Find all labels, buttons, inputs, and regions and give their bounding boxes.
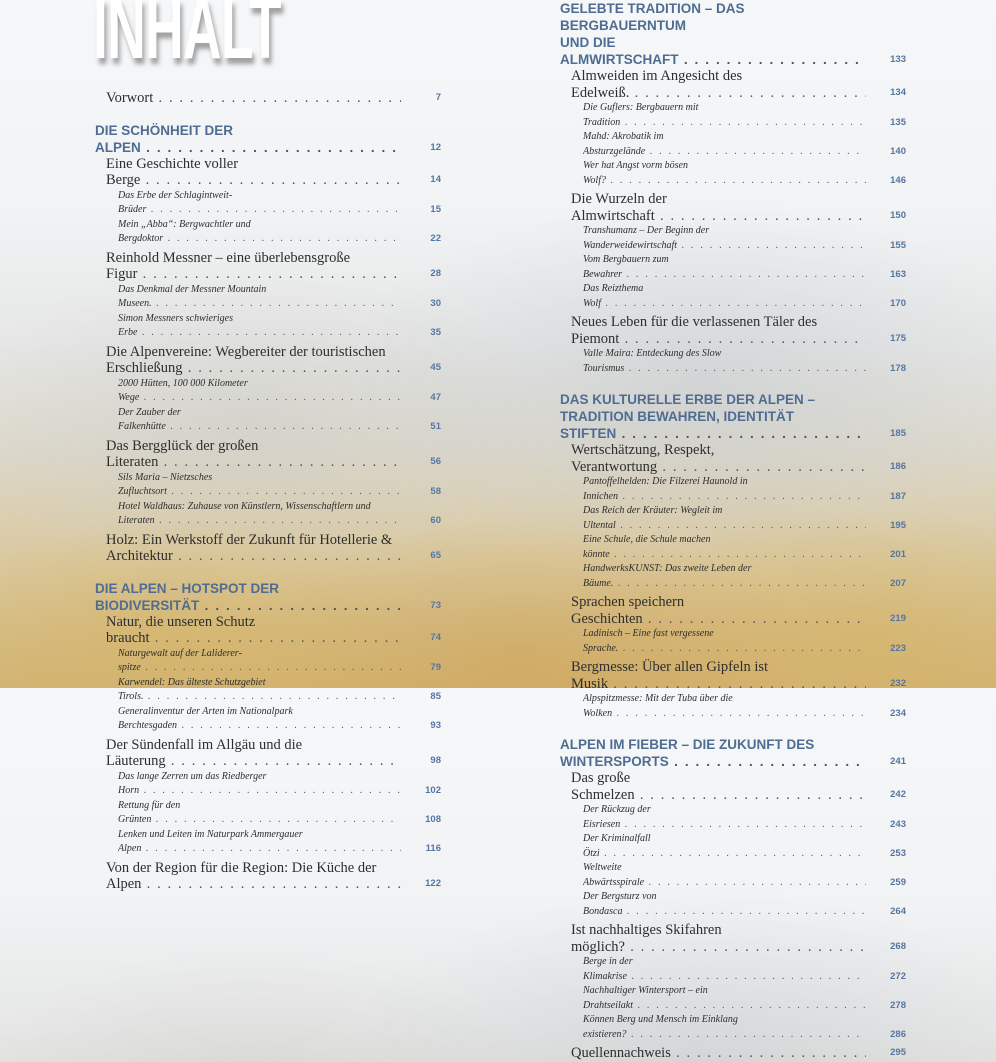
toc-page-number: 79 xyxy=(430,662,441,673)
toc-subchapter-entry xyxy=(95,500,441,529)
toc-entry-text-wrap xyxy=(118,500,401,529)
toc-subchapter-entry xyxy=(560,504,906,533)
toc-entry-text-wrap xyxy=(106,90,401,107)
toc-subchapter-entry xyxy=(560,692,906,721)
toc-entry-title: Naturgewalt auf der Lalidererspitze . . . xyxy=(118,648,401,674)
toc-entry-title: Der Sündenfall im Allgäu und die Läuterung . . . xyxy=(106,737,401,770)
toc-subchapter-entry xyxy=(95,312,441,341)
toc-entry-text-wrap xyxy=(583,955,866,984)
toc-page-number: 201 xyxy=(890,548,906,560)
toc-entry-title: Der Zauber der Falkenhütte . . . xyxy=(118,407,401,433)
toc-entry-title: Mein „Abba“: Bergwachtler und Bergdoktor . . . xyxy=(118,219,401,245)
toc-page-number: 253 xyxy=(890,847,906,859)
toc-chapter-entry xyxy=(95,532,441,565)
toc-entry-text-wrap xyxy=(571,922,866,955)
toc-column-left xyxy=(95,90,441,893)
toc-page-number: 93 xyxy=(430,720,441,731)
toc-entry-text-wrap xyxy=(106,344,401,377)
toc-entry-title: Berge in der Klimakrise . . . xyxy=(583,956,866,982)
toc-page-number: 35 xyxy=(430,327,441,338)
toc-subchapter-entry xyxy=(95,828,441,857)
toc-subchapter-entry xyxy=(560,159,906,188)
toc-page-number: 116 xyxy=(425,843,441,854)
toc-entry-text-wrap xyxy=(571,770,866,803)
toc-chapter-entry xyxy=(95,737,441,770)
toc-entry-title: Hotel Waldhaus: Zuhause von Künstlern, Wissenschaftlern und Literaten . . . xyxy=(118,501,401,527)
toc-entry-text-wrap xyxy=(571,191,866,224)
toc-page-number: 150 xyxy=(890,209,906,221)
toc-page-number: 272 xyxy=(890,970,906,982)
toc-entry-title: Simon Messners schwieriges Erbe . . . xyxy=(118,313,401,339)
toc-entry-text-wrap xyxy=(583,832,866,861)
toc-entry-title: Pantoffelhelden: Die Filzerei Haunold in Innichen . . . xyxy=(583,476,866,502)
toc-entry-text-wrap xyxy=(106,438,401,471)
toc-subchapter-entry xyxy=(560,562,906,591)
toc-column-right xyxy=(560,0,906,1062)
toc-entry-text-wrap xyxy=(583,803,866,832)
toc-entry-text-wrap xyxy=(106,860,401,893)
toc-subchapter-entry xyxy=(560,130,906,159)
toc-page-number: 45 xyxy=(430,362,441,373)
toc-chapter-entry xyxy=(560,1045,906,1062)
toc-entry-title: Eine Geschichte voller Berge . . . xyxy=(106,156,401,189)
toc-page-number: 134 xyxy=(890,86,906,98)
toc-chapter-entry xyxy=(560,770,906,803)
toc-entry-title: Mahd: Akrobatik im Absturzgelände . . . xyxy=(583,131,866,157)
toc-entry-text-wrap xyxy=(118,312,401,341)
toc-page-number: 243 xyxy=(890,818,906,830)
toc-page-number: 264 xyxy=(890,905,906,917)
toc-entry-title: Sils Maria – Nietzsches Zufluchtsort . . . xyxy=(118,472,401,498)
toc-chapter-entry xyxy=(560,442,906,475)
toc-entry-title: Ladinisch – Eine fast vergessene Sprache. . . . xyxy=(583,628,866,654)
toc-entry-title: Vorwort . . . xyxy=(106,90,401,106)
toc-page-number: 108 xyxy=(425,814,441,825)
toc-entry-title: Vom Bergbauern zum Bewahrer . . . xyxy=(583,254,866,280)
toc-entry-title: Karwendel: Das älteste Schutzgebiet Tirols. . . . xyxy=(118,677,401,703)
toc-entry-text-wrap xyxy=(583,504,866,533)
toc-entry-text-wrap xyxy=(571,594,866,627)
toc-entry-text-wrap xyxy=(118,377,401,406)
toc-section-heading xyxy=(95,580,441,614)
toc-entry-title: Weltweite Abwärtsspirale . . . xyxy=(583,862,866,888)
toc-page-number: 74 xyxy=(430,632,441,643)
toc-chapter-entry xyxy=(95,90,441,107)
toc-subchapter-entry xyxy=(95,770,441,799)
toc-entry-title: Können Berg und Mensch im Einklang existieren? . . . xyxy=(583,1014,866,1040)
toc-entry-title: Valle Maira: Entdeckung des Slow Tourismus . . . xyxy=(583,348,866,374)
toc-entry-text-wrap xyxy=(583,159,866,188)
toc-page-number: 223 xyxy=(890,642,906,654)
toc-subchapter-entry xyxy=(560,861,906,890)
toc-page-number: 85 xyxy=(430,691,441,702)
toc-chapter-entry xyxy=(95,156,441,189)
toc-page-number: 30 xyxy=(430,298,441,309)
toc-page-number: 51 xyxy=(430,421,441,432)
toc-entry-title: Transhumanz – Der Beginn der Wanderweidewirtschaft . . . xyxy=(583,225,866,251)
toc-page-number: 207 xyxy=(890,577,906,589)
toc-entry-text-wrap xyxy=(583,533,866,562)
toc-entry-text-wrap xyxy=(118,770,401,799)
toc-page-number: 187 xyxy=(890,490,906,502)
toc-page-number: 7 xyxy=(435,92,441,103)
toc-page-number: 15 xyxy=(430,204,441,215)
toc-entry-text-wrap xyxy=(583,890,866,919)
toc-entry-text-wrap xyxy=(583,861,866,890)
toc-entry-title: 2000 Hütten, 100 000 Kilometer Wege . . . xyxy=(118,378,401,404)
toc-page-number: 232 xyxy=(890,677,906,689)
toc-entry-title: Natur, die unseren Schutz braucht . . . xyxy=(106,614,401,647)
toc-entry-title: Wer hat Angst vorm bösen Wolf? . . . xyxy=(583,160,866,186)
toc-entry-text-wrap xyxy=(118,189,401,218)
toc-page-number: 186 xyxy=(890,460,906,472)
toc-entry-text-wrap xyxy=(571,442,866,475)
toc-entry-text-wrap xyxy=(118,283,401,312)
page-title: INHALT xyxy=(93,0,281,77)
toc-page-number: 102 xyxy=(425,785,441,796)
toc-page-number: 65 xyxy=(430,550,441,561)
toc-entry-title: Alpspitzmesse: Mit der Tuba über die Wolken . . . xyxy=(583,693,866,719)
toc-entry-text-wrap xyxy=(560,736,866,770)
toc-subchapter-entry xyxy=(95,283,441,312)
toc-subchapter-entry xyxy=(95,676,441,705)
toc-chapter-entry xyxy=(95,614,441,647)
toc-subchapter-entry xyxy=(95,406,441,435)
toc-entry-title: Die Alpenvereine: Wegbereiter der touristischen Erschließung . . . xyxy=(106,344,401,377)
toc-entry-title: Das große Schmelzen . . . xyxy=(571,770,866,803)
toc-page-number: 295 xyxy=(890,1047,906,1058)
toc-entry-text-wrap xyxy=(560,0,866,68)
toc-page-number: 178 xyxy=(890,362,906,374)
toc-entry-text-wrap xyxy=(95,122,401,156)
toc-page-number: 140 xyxy=(890,145,906,157)
toc-entry-title: Holz: Ein Werkstoff der Zukunft für Hotellerie & Architektur . . . xyxy=(106,532,401,565)
toc-entry-title: Das lange Zerren um das Riedberger Horn . . . xyxy=(118,771,401,797)
toc-entry-text-wrap xyxy=(118,799,401,828)
toc-section-heading xyxy=(560,736,906,770)
toc-entry-text-wrap xyxy=(118,471,401,500)
toc-subchapter-entry xyxy=(560,347,906,376)
toc-chapter-entry xyxy=(560,594,906,627)
toc-chapter-entry xyxy=(95,250,441,283)
toc-entry-title: Ist nachhaltiges Skifahren möglich? . . . xyxy=(571,922,866,955)
toc-subchapter-entry xyxy=(95,218,441,247)
toc-entry-title: Generalinventur der Arten im Nationalpark Berchtesgaden . . . xyxy=(118,706,401,732)
toc-entry-text-wrap xyxy=(583,282,866,311)
toc-page-number: 268 xyxy=(890,940,906,952)
toc-entry-text-wrap xyxy=(583,347,866,376)
toc-section-heading xyxy=(560,391,906,442)
toc-subchapter-entry xyxy=(560,803,906,832)
toc-entry-title: DIE ALPEN – HOTSPOT DER BIODIVERSITÄT . . . xyxy=(95,581,401,613)
toc-subchapter-entry xyxy=(560,955,906,984)
toc-subchapter-entry xyxy=(560,890,906,919)
toc-entry-text-wrap xyxy=(118,647,401,676)
toc-page-number: 47 xyxy=(430,392,441,403)
toc-entry-text-wrap xyxy=(571,1045,866,1062)
toc-entry-text-wrap xyxy=(583,475,866,504)
toc-chapter-entry xyxy=(560,922,906,955)
toc-page-number: 175 xyxy=(890,332,906,344)
toc-page-number: 278 xyxy=(890,999,906,1011)
toc-entry-text-wrap xyxy=(106,614,401,647)
toc-page-number: 170 xyxy=(890,297,906,309)
toc-entry-title: Bergmesse: Über allen Gipfeln ist Musik . . . xyxy=(571,659,866,692)
toc-chapter-entry xyxy=(95,860,441,893)
toc-page-number: 14 xyxy=(430,174,441,185)
toc-subchapter-entry xyxy=(560,533,906,562)
toc-entry-text-wrap xyxy=(118,828,401,857)
toc-entry-title: Neues Leben für die verlassenen Täler des Piemont . . . xyxy=(571,314,866,347)
toc-subchapter-entry xyxy=(560,282,906,311)
toc-entry-title: Das Reizthema Wolf . . . xyxy=(583,283,866,309)
toc-page-number: 73 xyxy=(430,599,441,611)
toc-page-number: 56 xyxy=(430,456,441,467)
toc-entry-title: Rettung für den Grünten . . . xyxy=(118,800,401,826)
toc-subchapter-entry xyxy=(560,1013,906,1042)
toc-chapter-entry xyxy=(95,344,441,377)
toc-entry-title: Die Wurzeln der Almwirtschaft . . . xyxy=(571,191,866,224)
toc-entry-title: DIE SCHÖNHEIT DER ALPEN . . . xyxy=(95,123,401,155)
toc-entry-text-wrap xyxy=(106,737,401,770)
toc-entry-text-wrap xyxy=(571,659,866,692)
toc-entry-text-wrap xyxy=(106,532,401,565)
toc-entry-title: Das Erbe der Schlagintweit-Brüder . . . xyxy=(118,190,401,216)
toc-entry-text-wrap xyxy=(571,314,866,347)
toc-subchapter-entry xyxy=(560,832,906,861)
toc-subchapter-entry xyxy=(560,253,906,282)
toc-subchapter-entry xyxy=(560,627,906,656)
toc-subchapter-entry xyxy=(560,224,906,253)
toc-page-number: 219 xyxy=(890,612,906,624)
toc-page-number: 135 xyxy=(890,116,906,128)
toc-entry-title: HandwerksKUNST: Das zweite Leben der Bäume. . . . xyxy=(583,563,866,589)
toc-entry-text-wrap xyxy=(118,406,401,435)
toc-entry-text-wrap xyxy=(560,391,866,442)
toc-page-number: 12 xyxy=(430,141,441,153)
toc-subchapter-entry xyxy=(95,705,441,734)
toc-entry-title: Nachhaltiger Wintersport – ein Drahtseilakt . . . xyxy=(583,985,866,1011)
toc-page-number: 146 xyxy=(890,174,906,186)
toc-page-number: 234 xyxy=(890,707,906,719)
toc-section-heading xyxy=(560,0,906,68)
toc-page-number: 98 xyxy=(430,755,441,766)
toc-page-number: 22 xyxy=(430,233,441,244)
toc-entry-text-wrap xyxy=(95,580,401,614)
toc-entry-text-wrap xyxy=(583,130,866,159)
toc-page-number: 28 xyxy=(430,268,441,279)
toc-page-number: 58 xyxy=(430,486,441,497)
toc-page-number: 122 xyxy=(425,878,441,889)
toc-subchapter-entry xyxy=(95,377,441,406)
toc-entry-title: Die Guflers: Bergbauern mit Tradition . . . xyxy=(583,102,866,128)
toc-entry-title: GELEBTE TRADITION – DAS BERGBAUERNTUM UND DIE ALMWIRTSCHAFT . . . xyxy=(560,1,866,67)
toc-entry-title: Das Denkmal der Messner Mountain Museen. . . . xyxy=(118,284,401,310)
toc-subchapter-entry xyxy=(95,189,441,218)
toc-entry-text-wrap xyxy=(118,676,401,705)
toc-chapter-entry xyxy=(560,314,906,347)
toc-entry-text-wrap xyxy=(583,984,866,1013)
toc-page-number: 259 xyxy=(890,876,906,888)
toc-chapter-entry xyxy=(560,659,906,692)
toc-subchapter-entry xyxy=(560,984,906,1013)
toc-entry-title: Das Bergglück der großen Literaten . . . xyxy=(106,438,401,471)
toc-entry-text-wrap xyxy=(118,218,401,247)
toc-subchapter-entry xyxy=(95,647,441,676)
toc-entry-text-wrap xyxy=(106,156,401,189)
toc-page-number: 195 xyxy=(890,519,906,531)
toc-entry-title: Lenken und Leiten im Naturpark Ammergauer Alpen . . . xyxy=(118,829,401,855)
toc-section-heading xyxy=(95,122,441,156)
toc-entry-title: Der Rückzug der Eisriesen . . . xyxy=(583,804,866,830)
toc-entry-title: Von der Region für die Region: Die Küche der Alpen . . . xyxy=(106,860,401,893)
toc-entry-text-wrap xyxy=(118,705,401,734)
toc-entry-title: Reinhold Messner – eine überlebensgroße Figur . . . xyxy=(106,250,401,283)
toc-chapter-entry xyxy=(560,191,906,224)
toc-page-number: 185 xyxy=(890,428,906,439)
toc-subchapter-entry xyxy=(560,101,906,130)
toc-subchapter-entry xyxy=(95,471,441,500)
toc-page-number: 286 xyxy=(890,1028,906,1040)
toc-entry-text-wrap xyxy=(571,68,866,101)
toc-chapter-entry xyxy=(95,438,441,471)
toc-entry-text-wrap xyxy=(583,101,866,130)
toc-entry-text-wrap xyxy=(106,250,401,283)
toc-page-number: 155 xyxy=(890,239,906,251)
toc-entry-text-wrap xyxy=(583,627,866,656)
toc-page-number: 163 xyxy=(890,268,906,280)
toc-page-number: 133 xyxy=(890,54,906,65)
toc-entry-title: ALPEN IM FIEBER – DIE ZUKUNFT DES WINTERSPORTS . . . xyxy=(560,737,866,769)
toc-entry-title: Quellennachweis . . . xyxy=(571,1045,866,1061)
toc-entry-text-wrap xyxy=(583,253,866,282)
toc-entry-title: DAS KULTURELLE ERBE DER ALPEN – TRADITION BEWAHREN, IDENTITÄT STIFTEN . . . xyxy=(560,392,866,441)
toc-entry-title: Der Bergsturz von Bondasca . . . xyxy=(583,891,866,917)
toc-entry-title: Almweiden im Angesicht des Edelweiß. . . . xyxy=(571,68,866,101)
toc-entry-title: Sprachen speichern Geschichten . . . xyxy=(571,594,866,627)
toc-page-number: 241 xyxy=(890,756,906,767)
toc-entry-text-wrap xyxy=(583,692,866,721)
toc-page-number: 242 xyxy=(890,788,906,800)
toc-page-number: 60 xyxy=(430,515,441,526)
toc-entry-text-wrap xyxy=(583,224,866,253)
toc-entry-title: Wertschätzung, Respekt, Verantwortung . . . xyxy=(571,442,866,475)
toc-entry-title: Eine Schule, die Schule machen könnte . . . xyxy=(583,534,866,560)
toc-chapter-entry xyxy=(560,68,906,101)
toc-entry-text-wrap xyxy=(583,562,866,591)
toc-entry-title: Der Kriminalfall Ötzi . . . xyxy=(583,833,866,859)
toc-subchapter-entry xyxy=(560,475,906,504)
toc-entry-text-wrap xyxy=(583,1013,866,1042)
toc-entry-title: Das Reich der Kräuter: Wegleit im Ultental . . . xyxy=(583,505,866,531)
toc-subchapter-entry xyxy=(95,799,441,828)
